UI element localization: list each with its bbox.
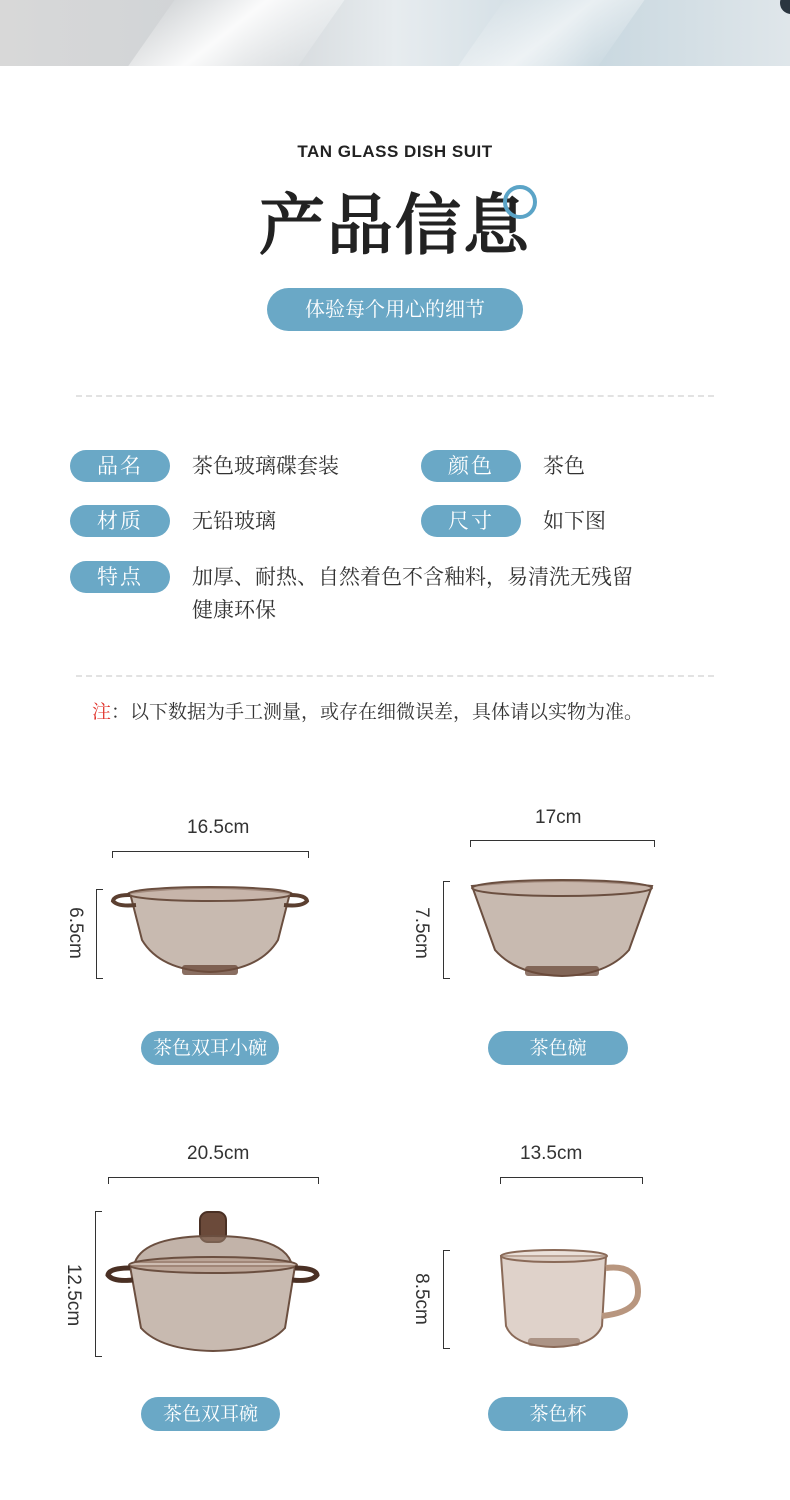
- mug-icon: [498, 1248, 644, 1350]
- subtitle-badge: 体验每个用心的细节: [267, 288, 523, 331]
- product-name-badge: 茶色碗: [488, 1031, 628, 1065]
- name-label-badge: 品名: [70, 450, 170, 482]
- material-value: 无铅玻璃: [192, 509, 276, 533]
- ring-decoration-icon: [503, 185, 537, 219]
- width-dimension: 20.5cm: [187, 1143, 250, 1164]
- material-label-badge: 材质: [70, 505, 170, 537]
- feature-line: 加厚、耐热、自然着色不含釉料，易清洗无残留: [192, 565, 633, 589]
- bowl-icon: [467, 880, 657, 980]
- name-value: 茶色玻璃碟套装: [192, 454, 339, 478]
- size-label-badge: 尺寸: [421, 505, 521, 537]
- banner-light-streak: [448, 0, 651, 66]
- color-label-badge: 颜色: [421, 450, 521, 482]
- measurement-note: [92, 697, 643, 724]
- top-banner-image: [0, 0, 790, 66]
- lidded-casserole-icon: [105, 1210, 320, 1355]
- feature-value: [192, 561, 712, 627]
- banner-light-streak: [111, 0, 358, 66]
- note-prefix: 注: [92, 701, 112, 723]
- height-dimension: 7.5cm: [411, 907, 432, 959]
- height-dimension: 12.5cm: [63, 1263, 84, 1327]
- product-name-badge: 茶色双耳碗: [141, 1397, 280, 1431]
- width-bracket: [470, 840, 655, 847]
- width-bracket: [108, 1177, 319, 1184]
- color-value: 茶色: [543, 454, 585, 478]
- height-bracket: [95, 1211, 102, 1357]
- product-name-badge: 茶色双耳小碗: [141, 1031, 279, 1065]
- size-value: 如下图: [543, 509, 606, 533]
- height-bracket: [443, 881, 450, 979]
- english-title: TAN GLASS DISH SUIT: [297, 142, 493, 161]
- height-dimension: 6.5cm: [65, 907, 86, 959]
- height-bracket: [96, 889, 103, 979]
- width-bracket: [500, 1177, 643, 1184]
- divider: [76, 675, 714, 677]
- banner-edge-shape: [780, 0, 790, 14]
- height-bracket: [443, 1250, 450, 1349]
- height-dimension: 8.5cm: [411, 1273, 432, 1325]
- width-bracket: [112, 851, 309, 858]
- feature-line: 健康环保: [192, 598, 276, 622]
- width-dimension: 13.5cm: [520, 1143, 583, 1164]
- page-title: 产品信息: [259, 187, 531, 264]
- width-dimension: 17cm: [535, 807, 582, 828]
- divider: [76, 395, 714, 397]
- feature-label-badge: 特点: [70, 561, 170, 593]
- width-dimension: 16.5cm: [187, 817, 250, 838]
- note-text: ：以下数据为手工测量，或存在细微误差，具体请以实物为准。: [111, 701, 644, 723]
- product-name-badge: 茶色杯: [488, 1397, 628, 1431]
- small-bowl-with-handles-icon: [110, 885, 310, 980]
